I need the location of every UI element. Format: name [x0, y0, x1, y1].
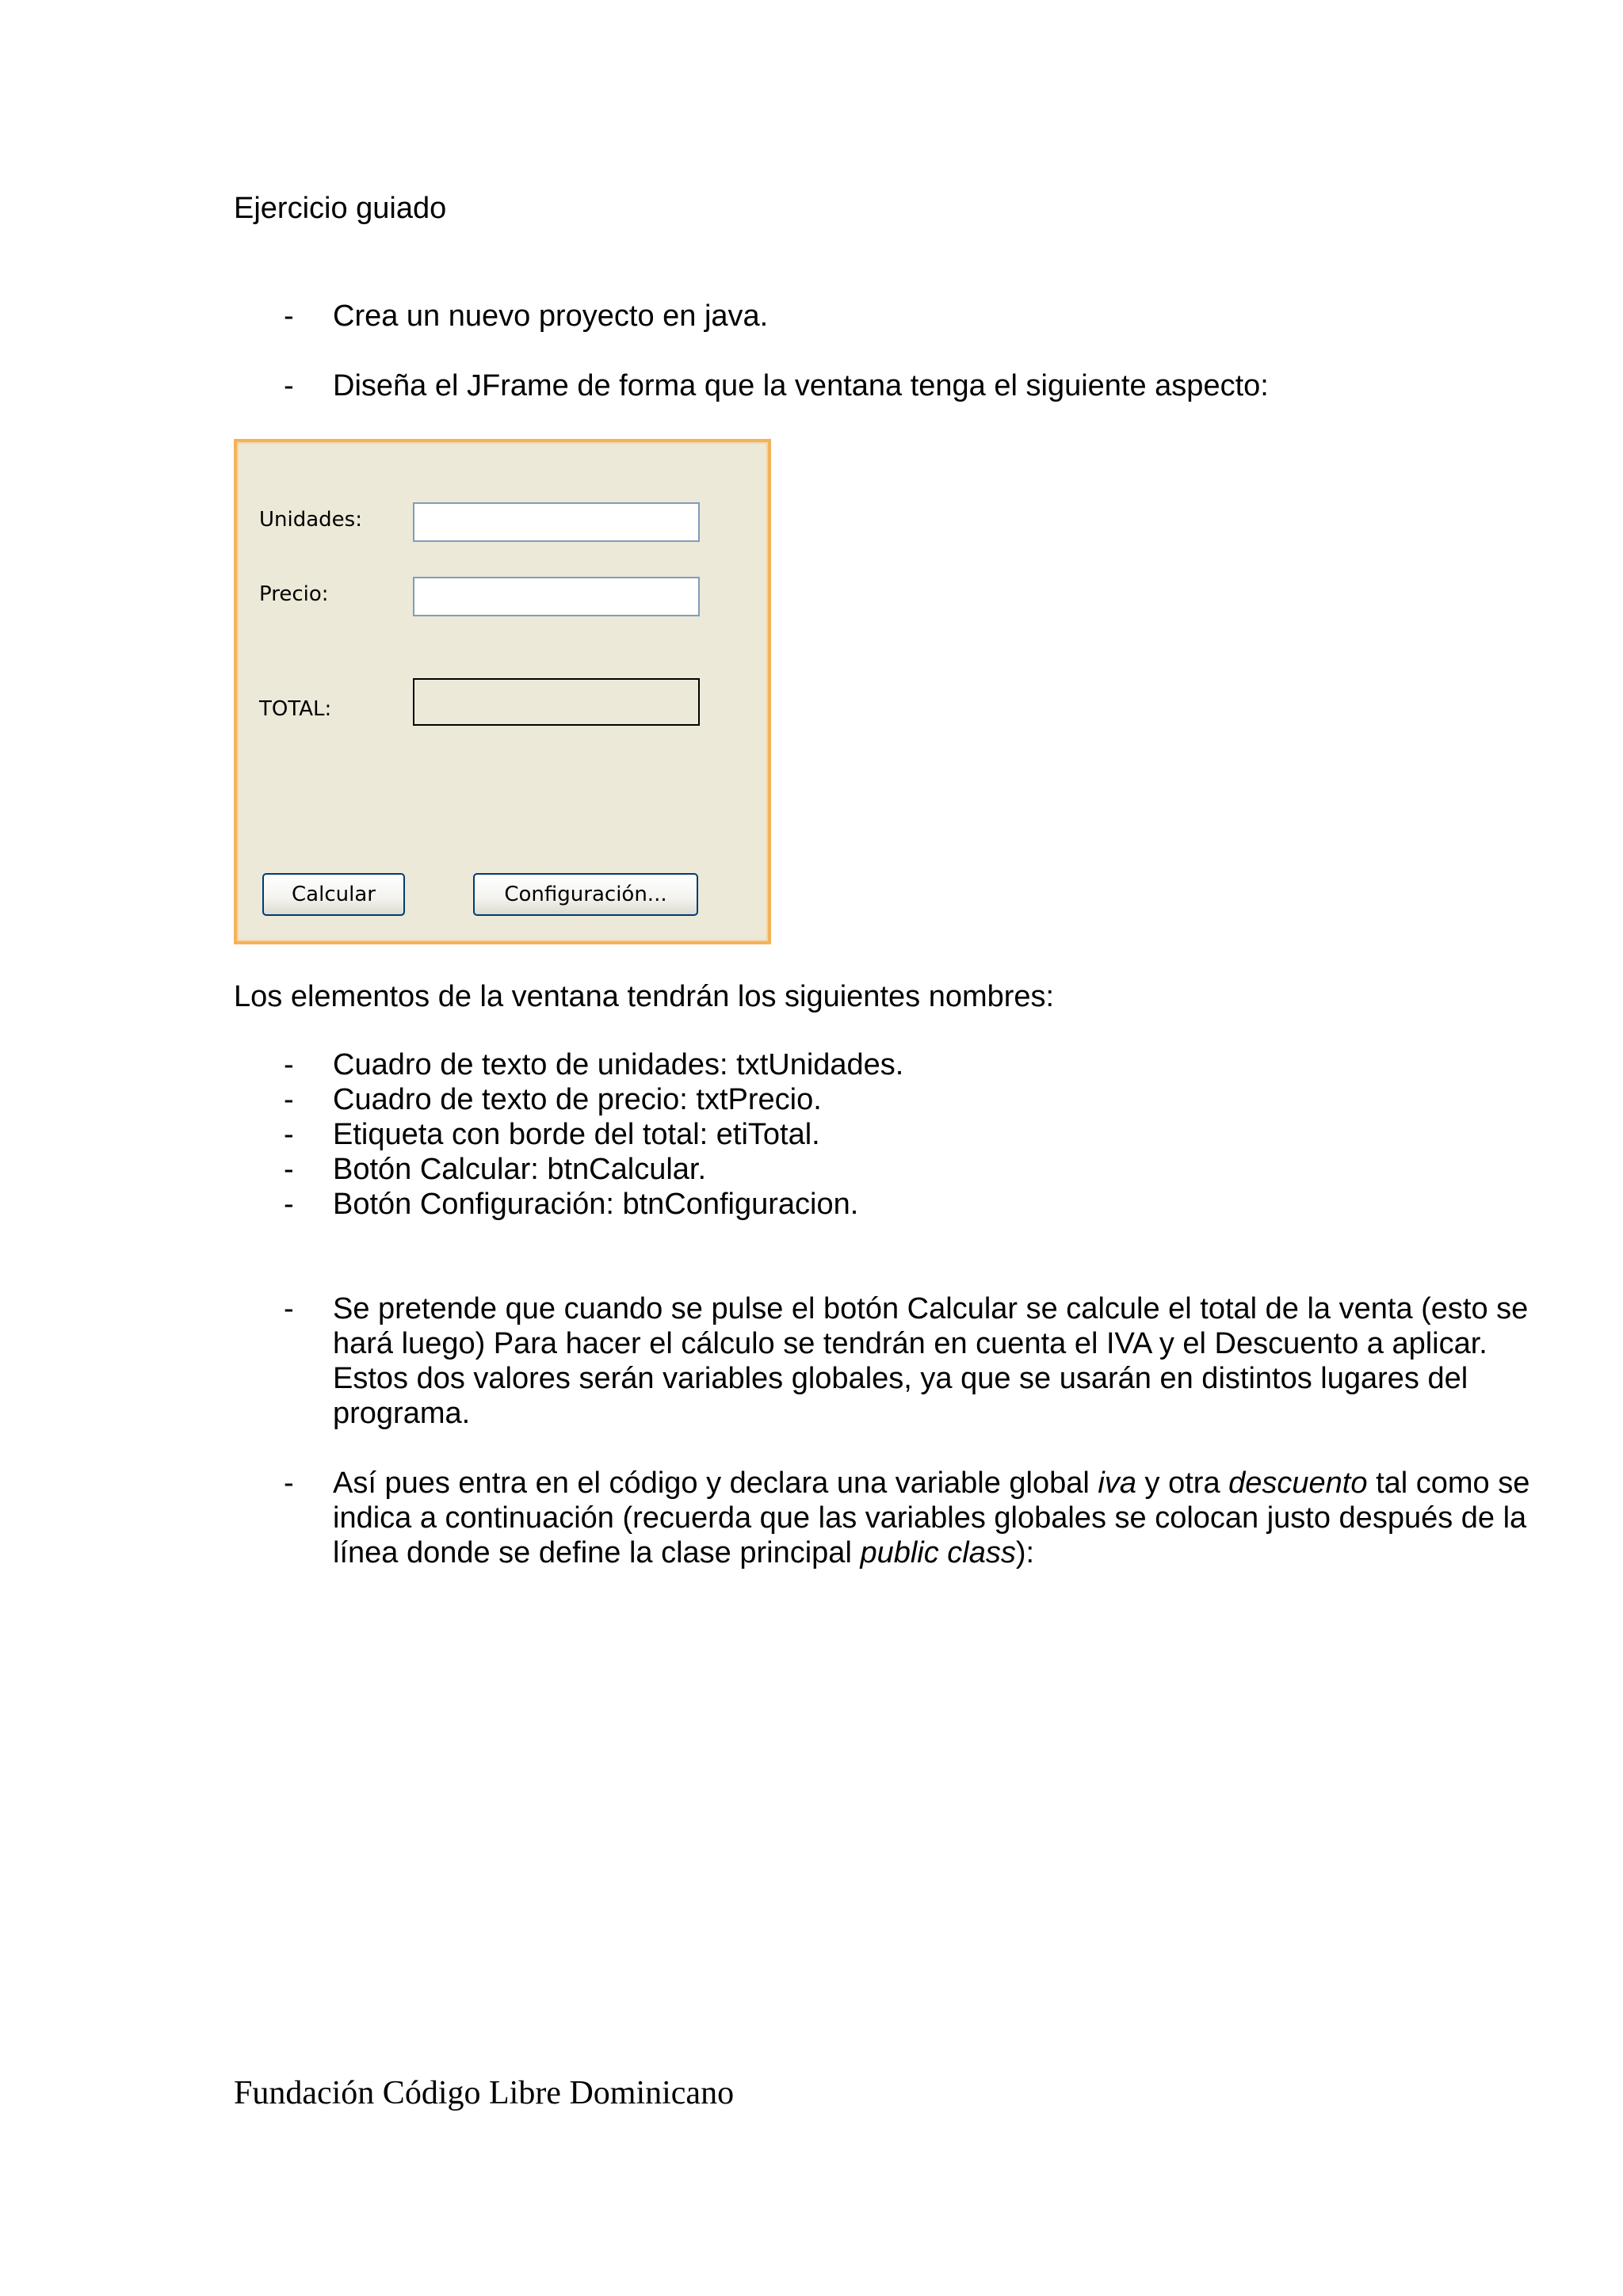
- step-code-part3: tal como se indica a continuación (recuerda que las variables globales se colocan justo después de la línea donde se define la clase principal: [333, 1466, 1530, 1569]
- names-intro: Los elementos de la ventana tendrán los siguientes nombres:: [234, 980, 1055, 1013]
- name-item-text: Cuadro de texto de precio: txtPrecio.: [333, 1083, 822, 1116]
- page-title: Ejercicio guiado: [234, 192, 447, 225]
- bullet-dash: -: [284, 1292, 294, 1325]
- step-code-iva: iva: [1098, 1466, 1136, 1500]
- step-code-text: [333, 1466, 1537, 1570]
- name-item-text: Botón Configuración: btnConfiguracion.: [333, 1188, 859, 1221]
- bullet-dash: -: [284, 1188, 294, 1221]
- name-item-text: Cuadro de texto de unidades: txtUnidades.: [333, 1048, 904, 1081]
- label-total: TOTAL:: [259, 697, 332, 721]
- eti-total-box: [413, 678, 700, 726]
- name-item-text: Etiqueta con borde del total: etiTotal.: [333, 1118, 820, 1151]
- bullet-dash: -: [284, 1466, 294, 1500]
- bullet-dash: -: [284, 1153, 294, 1186]
- bullet-dash: -: [284, 299, 294, 333]
- footer-text: Fundación Código Libre Dominicano: [234, 2075, 735, 2111]
- name-item-text: Botón Calcular: btnCalcular.: [333, 1153, 707, 1186]
- txt-unidades-field[interactable]: [413, 502, 700, 542]
- step-code-part4: ):: [1015, 1536, 1035, 1569]
- label-precio: Precio:: [259, 582, 329, 606]
- bullet-dash: -: [284, 1118, 294, 1151]
- bullet-dash: -: [284, 369, 294, 402]
- step-code-part1: Así pues entra en el código y declara una variable global: [333, 1466, 1098, 1500]
- step-code-public-class: public class: [860, 1536, 1016, 1569]
- jframe-preview: [234, 439, 771, 944]
- calcular-button[interactable]: Calcular: [262, 873, 405, 916]
- configuracion-button[interactable]: Configuración...: [473, 873, 698, 916]
- step-calc-text: Se pretende que cuando se pulse el botón Calcular se calcule el total de la venta (esto se hará luego) Para hacer el cálculo se tendrán en cuenta el IVA y el Descuento a aplicar. Estos dos valores serán variables globales, ya que se usarán en distintos lugares del programa.: [333, 1292, 1529, 1430]
- bullet-dash: -: [284, 1083, 294, 1116]
- bullet-dash: -: [284, 1048, 294, 1081]
- step-code-descuento: descuento: [1228, 1466, 1368, 1500]
- step-code-part2: y otra: [1136, 1466, 1229, 1500]
- txt-precio-field[interactable]: [413, 577, 700, 616]
- step-text: Crea un nuevo proyecto en java.: [333, 299, 769, 333]
- step-text: Diseña el JFrame de forma que la ventana tenga el siguiente aspecto:: [333, 369, 1269, 402]
- label-unidades: Unidades:: [259, 508, 362, 532]
